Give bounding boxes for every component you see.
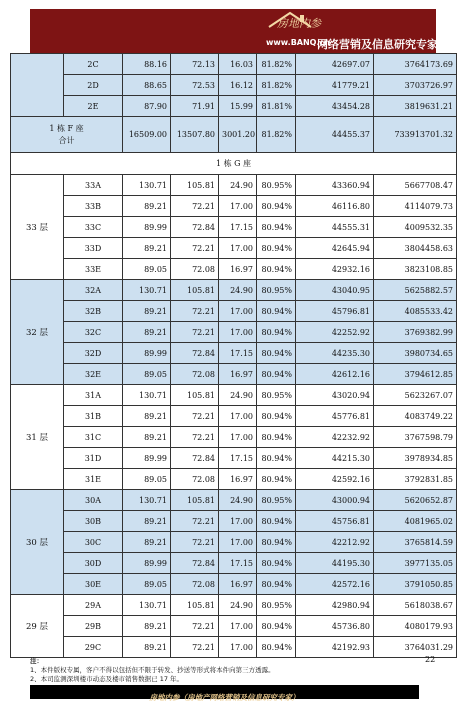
unit-cell: 31B <box>64 406 123 427</box>
unit-price-cell: 44455.37 <box>296 117 374 153</box>
total-price-cell: 5623267.07 <box>374 385 457 406</box>
page-number: 22 <box>425 655 436 664</box>
usable-area-cell: 72.21 <box>171 196 219 217</box>
unit-cell: 2D <box>64 75 123 96</box>
unit-price-cell: 42697.07 <box>296 54 374 75</box>
unit-cell: 31A <box>64 385 123 406</box>
area-cell: 89.99 <box>123 448 171 469</box>
area-cell: 130.71 <box>123 175 171 196</box>
shared-area-cell: 16.03 <box>219 54 257 75</box>
usable-area-cell: 72.53 <box>171 75 219 96</box>
total-price-cell: 5620652.87 <box>374 490 457 511</box>
unit-price-cell: 45736.80 <box>296 616 374 637</box>
table-row <box>11 175 457 196</box>
brand-tagline: 网络营销及信息研究专家 <box>317 38 438 51</box>
usable-area-cell: 72.21 <box>171 616 219 637</box>
unit-cell: 32B <box>64 301 123 322</box>
ratio-cell: 80.95% <box>257 280 296 301</box>
shared-area-cell: 16.12 <box>219 75 257 96</box>
shared-area-cell: 24.90 <box>219 280 257 301</box>
ratio-cell: 81.82% <box>257 54 296 75</box>
area-cell: 89.05 <box>123 469 171 490</box>
area-cell: 89.99 <box>123 217 171 238</box>
unit-cell: 32C <box>64 322 123 343</box>
table-row <box>11 75 457 96</box>
area-cell: 89.21 <box>123 427 171 448</box>
area-cell: 89.21 <box>123 616 171 637</box>
total-price-cell: 4085533.42 <box>374 301 457 322</box>
area-cell: 89.05 <box>123 574 171 595</box>
usable-area-cell: 72.84 <box>171 217 219 238</box>
shared-area-cell: 16.97 <box>219 574 257 595</box>
total-price-cell: 3703726.97 <box>374 75 457 96</box>
usable-area-cell: 72.21 <box>171 511 219 532</box>
shared-area-cell: 17.00 <box>219 616 257 637</box>
unit-cell: 29A <box>64 595 123 616</box>
total-price-cell: 5618038.67 <box>374 595 457 616</box>
ratio-cell: 80.94% <box>257 238 296 259</box>
ratio-cell: 80.94% <box>257 259 296 280</box>
unit-cell: 29B <box>64 616 123 637</box>
total-price-cell: 3791050.85 <box>374 574 457 595</box>
notes-label: 注： <box>30 657 43 665</box>
usable-area-cell: 72.84 <box>171 553 219 574</box>
report-header-banner <box>30 9 436 53</box>
ratio-cell: 80.94% <box>257 322 296 343</box>
table-row <box>11 595 457 616</box>
total-price-cell: 3804458.63 <box>374 238 457 259</box>
ratio-cell: 80.94% <box>257 427 296 448</box>
ratio-cell: 80.94% <box>257 196 296 217</box>
usable-area-cell: 105.81 <box>171 595 219 616</box>
unit-price-cell: 41779.21 <box>296 75 374 96</box>
usable-area-cell: 72.21 <box>171 532 219 553</box>
unit-price-cell: 43454.28 <box>296 96 374 117</box>
usable-area-cell: 71.91 <box>171 96 219 117</box>
usable-area-cell: 72.21 <box>171 406 219 427</box>
ratio-cell: 80.94% <box>257 406 296 427</box>
floor-cell: 32 层 <box>11 280 64 385</box>
floor-cell: 30 层 <box>11 490 64 595</box>
ratio-cell: 80.95% <box>257 595 296 616</box>
unit-cell: 33C <box>64 217 123 238</box>
total-price-cell: 4009532.35 <box>374 217 457 238</box>
unit-price-cell: 44215.30 <box>296 448 374 469</box>
section-title: 1 栋 G 座 <box>11 153 457 175</box>
unit-cell: 32E <box>64 364 123 385</box>
notes-block <box>30 657 419 685</box>
total-price-cell: 5667708.47 <box>374 175 457 196</box>
usable-area-cell: 105.81 <box>171 490 219 511</box>
ratio-cell: 80.94% <box>257 301 296 322</box>
unit-cell: 31D <box>64 448 123 469</box>
area-cell: 130.71 <box>123 595 171 616</box>
area-cell: 89.21 <box>123 238 171 259</box>
ratio-cell: 80.94% <box>257 217 296 238</box>
table-row <box>11 553 457 574</box>
usable-area-cell: 72.21 <box>171 301 219 322</box>
floor-cell: 31 层 <box>11 385 64 490</box>
table-row <box>11 217 457 238</box>
table-row <box>11 238 457 259</box>
usable-area-cell: 72.08 <box>171 574 219 595</box>
unit-cell: 32A <box>64 280 123 301</box>
shared-area-cell: 17.15 <box>219 553 257 574</box>
table-row <box>11 322 457 343</box>
ratio-cell: 80.94% <box>257 448 296 469</box>
ratio-cell: 80.95% <box>257 175 296 196</box>
unit-cell: 2C <box>64 54 123 75</box>
total-price-cell: 3764031.29 <box>374 637 457 658</box>
shared-area-cell: 17.00 <box>219 196 257 217</box>
area-cell: 89.21 <box>123 637 171 658</box>
usable-area-cell: 105.81 <box>171 280 219 301</box>
usable-area-cell: 72.21 <box>171 238 219 259</box>
brand-url: www.BANQ.cn <box>266 38 330 47</box>
usable-area-cell: 72.84 <box>171 448 219 469</box>
unit-price-cell: 43000.94 <box>296 490 374 511</box>
area-cell: 89.21 <box>123 406 171 427</box>
shared-area-cell: 24.90 <box>219 490 257 511</box>
unit-cell: 30B <box>64 511 123 532</box>
total-price-cell: 4080179.93 <box>374 616 457 637</box>
total-price-cell: 3769382.99 <box>374 322 457 343</box>
unit-price-cell: 42192.93 <box>296 637 374 658</box>
table-row <box>11 301 457 322</box>
unit-cell: 30A <box>64 490 123 511</box>
area-cell: 89.21 <box>123 322 171 343</box>
table-row <box>11 469 457 490</box>
unit-price-cell: 42572.16 <box>296 574 374 595</box>
unit-price-cell: 42252.92 <box>296 322 374 343</box>
total-price-cell: 3767598.79 <box>374 427 457 448</box>
unit-price-cell: 45796.81 <box>296 301 374 322</box>
floor-cell <box>11 54 64 117</box>
shared-area-cell: 24.90 <box>219 175 257 196</box>
area-cell: 89.05 <box>123 259 171 280</box>
table-row <box>11 616 457 637</box>
footer-banner <box>30 685 419 702</box>
unit-price-cell: 42932.16 <box>296 259 374 280</box>
unit-price-cell: 42612.16 <box>296 364 374 385</box>
table-row <box>11 259 457 280</box>
table-row <box>11 427 457 448</box>
shared-area-cell: 3001.20 <box>219 117 257 153</box>
table-row <box>11 96 457 117</box>
area-cell: 89.21 <box>123 196 171 217</box>
unit-cell: 30E <box>64 574 123 595</box>
subtotal-label-line-2: 合计 <box>58 135 75 145</box>
shared-area-cell: 17.00 <box>219 532 257 553</box>
shared-area-cell: 17.15 <box>219 448 257 469</box>
usable-area-cell: 72.08 <box>171 364 219 385</box>
unit-price-cell: 44555.31 <box>296 217 374 238</box>
area-cell: 89.05 <box>123 364 171 385</box>
table-row <box>11 490 457 511</box>
unit-price-cell: 42212.92 <box>296 532 374 553</box>
unit-cell: 32D <box>64 343 123 364</box>
area-cell: 88.16 <box>123 54 171 75</box>
total-price-cell: 5625882.57 <box>374 280 457 301</box>
total-price-cell: 4081965.02 <box>374 511 457 532</box>
area-cell: 88.65 <box>123 75 171 96</box>
ratio-cell: 80.94% <box>257 343 296 364</box>
total-price-cell: 3823108.85 <box>374 259 457 280</box>
shared-area-cell: 17.00 <box>219 322 257 343</box>
shared-area-cell: 17.00 <box>219 406 257 427</box>
table-row <box>11 196 457 217</box>
unit-price-cell: 45776.81 <box>296 406 374 427</box>
unit-cell: 30D <box>64 553 123 574</box>
unit-cell: 33A <box>64 175 123 196</box>
ratio-cell: 80.94% <box>257 553 296 574</box>
total-price-cell: 4114079.73 <box>374 196 457 217</box>
shared-area-cell: 17.15 <box>219 217 257 238</box>
total-price-cell: 3819631.21 <box>374 96 457 117</box>
total-price-cell: 3977135.05 <box>374 553 457 574</box>
footer-text: 房地内参（房地产网络营销及信息研究专家） <box>149 693 300 702</box>
shared-area-cell: 17.00 <box>219 427 257 448</box>
unit-cell: 33E <box>64 259 123 280</box>
area-cell: 89.99 <box>123 343 171 364</box>
shared-area-cell: 17.15 <box>219 343 257 364</box>
usable-area-cell: 72.21 <box>171 322 219 343</box>
unit-cell: 31E <box>64 469 123 490</box>
shared-area-cell: 24.90 <box>219 595 257 616</box>
ratio-cell: 80.95% <box>257 490 296 511</box>
unit-cell: 33B <box>64 196 123 217</box>
ratio-cell: 81.81% <box>257 96 296 117</box>
shared-area-cell: 17.00 <box>219 637 257 658</box>
table-row <box>11 574 457 595</box>
unit-price-cell: 44235.30 <box>296 343 374 364</box>
section-row <box>11 153 457 175</box>
unit-price-cell: 43020.94 <box>296 385 374 406</box>
area-cell: 89.21 <box>123 511 171 532</box>
table-row <box>11 532 457 553</box>
shared-area-cell: 17.00 <box>219 511 257 532</box>
usable-area-cell: 72.84 <box>171 343 219 364</box>
usable-area-cell: 72.08 <box>171 259 219 280</box>
note-line-1: 1、本件版权专属，客户不得以包括但不限于转发、抄送等形式将本件向第三方透露。 <box>30 666 275 674</box>
usable-area-cell: 105.81 <box>171 175 219 196</box>
unit-cell: 2E <box>64 96 123 117</box>
shared-area-cell: 16.97 <box>219 469 257 490</box>
total-price-cell: 3792831.85 <box>374 469 457 490</box>
usable-area-cell: 72.21 <box>171 637 219 658</box>
usable-area-cell: 72.08 <box>171 469 219 490</box>
ratio-cell: 80.94% <box>257 511 296 532</box>
unit-price-cell: 46116.80 <box>296 196 374 217</box>
subtotal-row <box>11 117 457 153</box>
ratio-cell: 80.94% <box>257 364 296 385</box>
table-row <box>11 637 457 658</box>
total-price-cell: 3980734.65 <box>374 343 457 364</box>
area-cell: 89.99 <box>123 553 171 574</box>
note-line-2: 2、本司监测深圳楼市动态及楼市销售数据已 17 年。 <box>30 675 184 683</box>
area-cell: 130.71 <box>123 280 171 301</box>
table-row <box>11 343 457 364</box>
unit-cell: 29C <box>64 637 123 658</box>
total-price-cell: 733913701.32 <box>374 117 457 153</box>
area-cell: 89.21 <box>123 532 171 553</box>
unit-price-cell: 42232.92 <box>296 427 374 448</box>
shared-area-cell: 15.99 <box>219 96 257 117</box>
sales-price-table <box>10 53 457 658</box>
table-row <box>11 364 457 385</box>
shared-area-cell: 16.97 <box>219 364 257 385</box>
table-row <box>11 385 457 406</box>
total-price-cell: 3794612.85 <box>374 364 457 385</box>
shared-area-cell: 16.97 <box>219 259 257 280</box>
usable-area-cell: 13507.80 <box>171 117 219 153</box>
table-row <box>11 280 457 301</box>
unit-cell: 31C <box>64 427 123 448</box>
unit-price-cell: 42645.94 <box>296 238 374 259</box>
ratio-cell: 81.82% <box>257 117 296 153</box>
ratio-cell: 80.94% <box>257 469 296 490</box>
shared-area-cell: 17.00 <box>219 238 257 259</box>
area-cell: 130.71 <box>123 490 171 511</box>
ratio-cell: 80.94% <box>257 637 296 658</box>
ratio-cell: 80.94% <box>257 532 296 553</box>
table-row <box>11 448 457 469</box>
subtotal-label <box>11 117 123 153</box>
area-cell: 87.90 <box>123 96 171 117</box>
area-cell: 89.21 <box>123 301 171 322</box>
area-cell: 16509.00 <box>123 117 171 153</box>
total-price-cell: 4083749.22 <box>374 406 457 427</box>
unit-price-cell: 45756.81 <box>296 511 374 532</box>
subtotal-label-line-1: 1 栋 F 座 <box>49 123 84 133</box>
total-price-cell: 3978934.85 <box>374 448 457 469</box>
ratio-cell: 81.82% <box>257 75 296 96</box>
usable-area-cell: 72.13 <box>171 54 219 75</box>
floor-cell: 29 层 <box>11 595 64 658</box>
unit-price-cell: 44195.30 <box>296 553 374 574</box>
unit-price-cell: 43360.94 <box>296 175 374 196</box>
unit-price-cell: 42592.16 <box>296 469 374 490</box>
total-price-cell: 3764173.69 <box>374 54 457 75</box>
usable-area-cell: 105.81 <box>171 385 219 406</box>
table-row <box>11 54 457 75</box>
usable-area-cell: 72.21 <box>171 427 219 448</box>
table-row <box>11 406 457 427</box>
total-price-cell: 3765814.59 <box>374 532 457 553</box>
ratio-cell: 80.95% <box>257 385 296 406</box>
ratio-cell: 80.94% <box>257 616 296 637</box>
shared-area-cell: 24.90 <box>219 385 257 406</box>
unit-cell: 33D <box>64 238 123 259</box>
unit-cell: 30C <box>64 532 123 553</box>
table-row <box>11 511 457 532</box>
floor-cell: 33 层 <box>11 175 64 280</box>
shared-area-cell: 17.00 <box>219 301 257 322</box>
ratio-cell: 80.94% <box>257 574 296 595</box>
unit-price-cell: 42980.94 <box>296 595 374 616</box>
brand-name: 房地内参 <box>277 17 321 30</box>
area-cell: 130.71 <box>123 385 171 406</box>
unit-price-cell: 43040.95 <box>296 280 374 301</box>
